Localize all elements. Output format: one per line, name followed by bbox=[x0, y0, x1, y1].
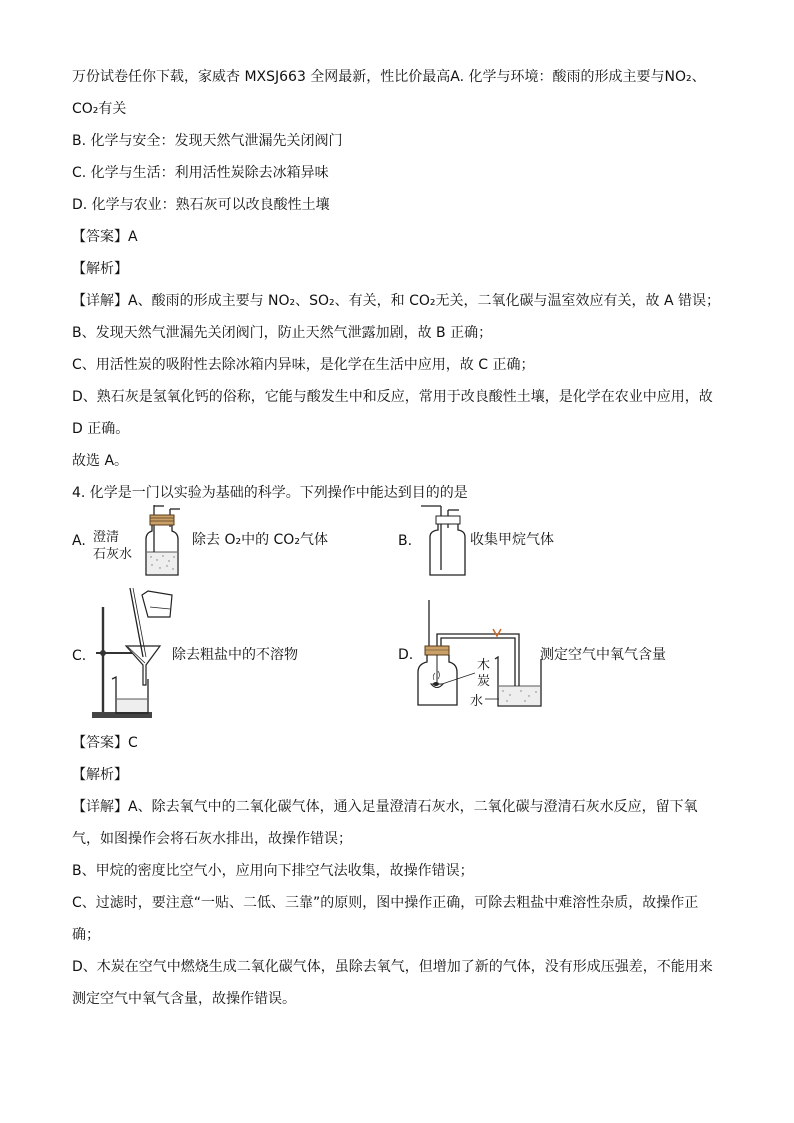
q4-option-c-text: 除去粗盐中的不溶物 bbox=[172, 647, 298, 663]
q4-option-b-letter: B. bbox=[398, 533, 413, 549]
q3-detail-c: C、用活性炭的吸附性去除冰箱内异味，是化学在生活中应用，故 C 正确； bbox=[72, 357, 535, 373]
q4-option-b-text: 收集甲烷气体 bbox=[470, 532, 554, 548]
intro-line-2: CO₂有关 bbox=[72, 101, 127, 117]
q4-option-d-letter: D. bbox=[398, 647, 414, 663]
option-b: B. 化学与安全：发现天然气泄漏先关闭阀门 bbox=[72, 133, 343, 149]
q4-d-label-water: 水 bbox=[470, 694, 484, 709]
intro-line-1: 万份试卷任你下载，家威杏 MXSJ663 全网最新，性比价最高A. 化学与环境：酸雨的形成主要与NO₂、 bbox=[72, 69, 706, 85]
option-d: D. 化学与农业：熟石灰可以改良酸性土壤 bbox=[72, 197, 330, 213]
q4-detail-b: B、甲烷的密度比空气小，应用向下排空气法收集，故操作错误； bbox=[72, 863, 474, 879]
q4-a-label-1: 澄清 bbox=[93, 530, 120, 545]
q3-conclusion: 故选 A。 bbox=[72, 453, 129, 469]
q3-detail-b: B、发现天然气泄漏先关闭阀门，防止天然气泄露加剧，故 B 正确； bbox=[72, 325, 493, 341]
q3-analysis-heading: 【解析】 bbox=[72, 261, 128, 277]
q4-stem: 4. 化学是一门以实验为基础的科学。下列操作中能达到目的的是 bbox=[72, 485, 468, 501]
q3-answer: 【答案】A bbox=[72, 229, 138, 245]
q4-option-d-text: 测定空气中氧气含量 bbox=[540, 647, 666, 663]
filtration-apparatus-diagram bbox=[90, 585, 180, 720]
q4-a-label-2: 石灰水 bbox=[93, 547, 133, 562]
q4-detail-d-line1: D、木炭在空气中燃烧生成二氧化碳气体，虽除去氧气，但增加了新的气体，没有形成压强差，不能用来 bbox=[72, 959, 713, 975]
q4-option-c-letter: C. bbox=[72, 648, 87, 664]
q4-option-a-letter: A. bbox=[72, 533, 86, 549]
q4-answer: 【答案】C bbox=[72, 735, 138, 751]
q4-d-label-charcoal-1: 木 bbox=[477, 658, 491, 673]
q4-detail-c-line2: 确； bbox=[72, 927, 100, 943]
gas-collecting-bottle-diagram bbox=[415, 500, 470, 580]
q3-detail-d-line2: D 正确。 bbox=[72, 421, 130, 437]
gas-washing-bottle-diagram bbox=[140, 505, 190, 580]
q4-detail-a-line2: 气，如图操作会将石灰水排出，故操作错误； bbox=[72, 831, 352, 847]
q4-detail-a-line1: 【详解】A、除去氧气中的二氧化碳气体，通入足量澄清石灰水，二氧化碳与澄清石灰水反应，留下氧 bbox=[72, 799, 698, 815]
q3-detail-d-line1: D、熟石灰是氢氧化钙的俗称，它能与酸发生中和反应，常用于改良酸性土壤，是化学在农业中应用，故 bbox=[72, 389, 713, 405]
q4-option-a-text: 除去 O₂中的 CO₂气体 bbox=[192, 532, 328, 548]
q4-d-label-charcoal-2: 炭 bbox=[477, 674, 491, 689]
q4-analysis-heading: 【解析】 bbox=[72, 767, 128, 783]
q4-detail-c-line1: C、过滤时，要注意“一贴、二低、三靠”的原则，图中操作正确，可除去粗盐中难溶性杂质，故操作正 bbox=[72, 895, 699, 911]
q4-detail-d-line2: 测定空气中氧气含量，故操作错误。 bbox=[72, 991, 296, 1007]
option-c: C. 化学与生活：利用活性炭除去冰箱异味 bbox=[72, 165, 329, 181]
q3-detail-a: 【详解】A、酸雨的形成主要与 NO₂、SO₂、有关，和 CO₂无关，二氧化碳与温室效应有关，故 A 错误； bbox=[72, 293, 720, 309]
